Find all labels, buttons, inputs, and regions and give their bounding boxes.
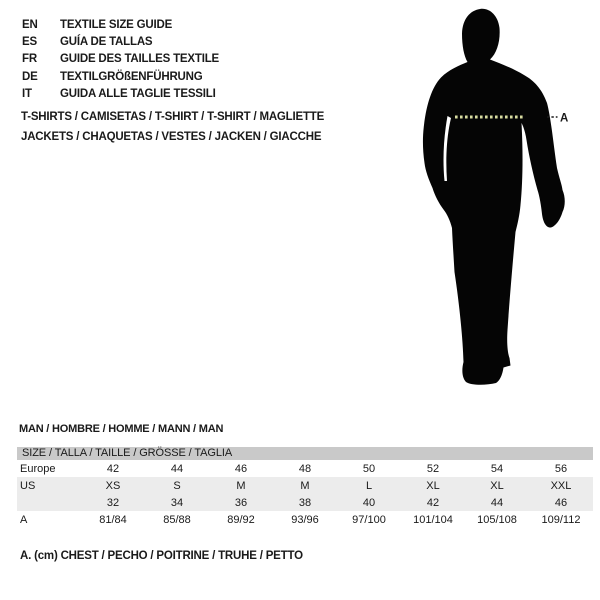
language-title: GUIDA ALLE TAGLIE TESSILI	[60, 88, 216, 101]
table-row-europe	[17, 460, 593, 477]
category-line-tshirts: T-SHIRTS / CAMISETAS / T-SHIRT / T-SHIRT / MAGLIETTE	[21, 111, 325, 123]
language-code: IT	[22, 88, 32, 101]
size-table	[17, 447, 593, 528]
size-cell: XL	[490, 479, 504, 492]
size-cell: L	[365, 479, 373, 492]
size-cell: 109/112	[541, 513, 581, 526]
size-cell: 44	[170, 462, 184, 475]
language-code: ES	[22, 36, 37, 49]
size-cell: 101/104	[413, 513, 453, 526]
language-title: TEXTILE SIZE GUIDE	[60, 18, 173, 31]
man-silhouette	[423, 9, 565, 385]
language-title: GUÍA DE TALLAS	[60, 36, 153, 49]
size-cell: 85/88	[163, 513, 191, 526]
table-row-us	[17, 477, 593, 494]
language-row-it	[22, 86, 219, 103]
row-label: US	[20, 479, 36, 492]
size-cell: 81/84	[99, 513, 127, 526]
measurement-footnote: A. (cm) CHEST / PECHO / POITRINE / TRUHE / PETTO	[20, 550, 303, 562]
size-cell: 34	[170, 496, 184, 509]
size-cell: S	[173, 479, 181, 492]
size-cell: 42	[106, 462, 120, 475]
size-cell: 93/96	[291, 513, 319, 526]
language-title: TEXTILGRÖßENFÜHRUNG	[60, 70, 203, 83]
table-row-us-numeric	[17, 494, 593, 511]
size-cell: XS	[105, 479, 121, 492]
language-list	[22, 16, 219, 103]
size-cell: 46	[234, 462, 248, 475]
language-row-fr	[22, 51, 219, 68]
size-cell: 42	[426, 496, 440, 509]
garment-categories	[21, 108, 324, 147]
size-cell: 40	[362, 496, 376, 509]
size-cell: 48	[298, 462, 312, 475]
size-cell: 89/92	[227, 513, 255, 526]
size-cell: 97/100	[352, 513, 386, 526]
size-cell: 46	[554, 496, 568, 509]
size-cell: 50	[362, 462, 376, 475]
size-cell: M	[236, 479, 246, 492]
size-table-header: SIZE / TALLA / TAILLE / GRÖSSE / TAGLIA	[17, 447, 593, 460]
man-silhouette-figure	[410, 0, 600, 400]
language-title: GUIDE DES TAILLES TEXTILE	[60, 53, 219, 66]
size-cell: 52	[426, 462, 440, 475]
size-cell: XL	[426, 479, 440, 492]
size-cell: 44	[490, 496, 504, 509]
language-code: DE	[22, 70, 38, 83]
size-cell: 54	[490, 462, 504, 475]
measure-label-a: A	[560, 112, 569, 125]
size-cell: 38	[298, 496, 312, 509]
size-cell: M	[300, 479, 310, 492]
language-row-de	[22, 68, 219, 85]
size-cell: 56	[554, 462, 568, 475]
language-code: EN	[22, 18, 38, 31]
size-cell: 36	[234, 496, 248, 509]
row-label: Europe	[20, 462, 56, 475]
category-line-jackets: JACKETS / CHAQUETAS / VESTES / JACKEN / GIACCHE	[21, 130, 322, 143]
language-code: FR	[22, 53, 37, 66]
table-row-chest-cm	[17, 511, 593, 528]
size-cell: XXL	[550, 479, 572, 492]
size-cell: 105/108	[477, 513, 517, 526]
size-cell: 32	[106, 496, 120, 509]
language-row-en	[22, 16, 219, 33]
row-label: A	[20, 513, 28, 526]
language-row-es	[22, 33, 219, 50]
section-title-man: MAN / HOMBRE / HOMME / MANN / MAN	[19, 423, 224, 435]
